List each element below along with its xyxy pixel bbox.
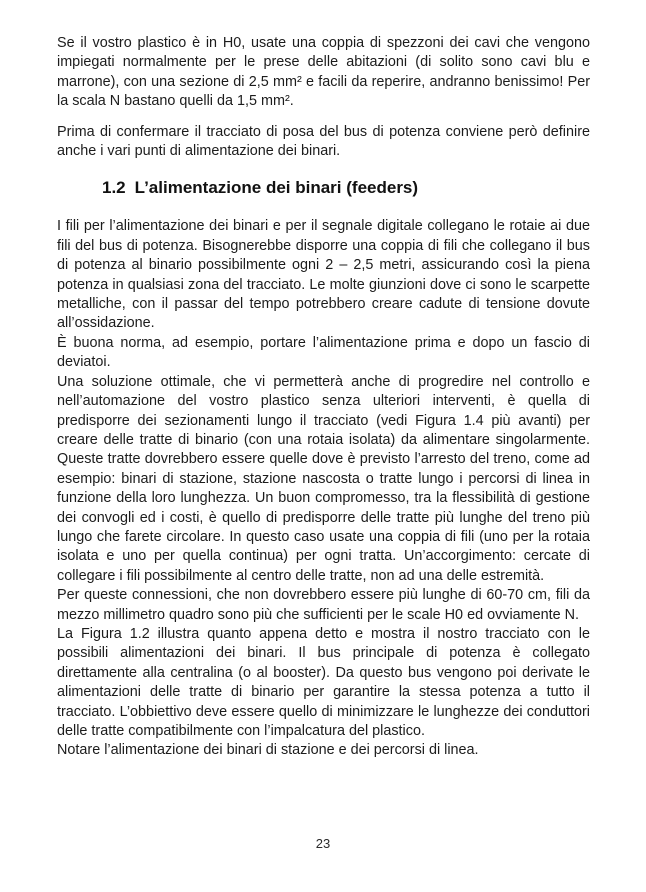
section-number: 1.2 xyxy=(102,178,126,198)
page-number: 23 xyxy=(315,836,331,851)
intro-paragraph-1: Se il vostro plastico è in H0, usate una coppia di spezzoni dei cavi che vengono impiegati normalmente per le prese delle abitazioni (di solito sono cavi blu e marrone), con una sezione di 2,5 mm² e facili da reperire, andranno benissimo! Per la scala N bastano quelli da 1,5 mm². xyxy=(57,35,590,110)
body-paragraph-notare: Notare l’alimentazione dei binari di stazione e dei percorsi di linea. xyxy=(57,742,479,759)
page-footer xyxy=(0,836,646,852)
body-paragraph-figura-12: La Figura 1.2 illustra quanto appena detto e mostra il nostro tracciato con le possibili alimentazioni dei binari. Il bus principale di potenza è collegato direttamente alla centralina (o al booster). Da questo bus vengono poi derivate le alimentazioni delle tratte di binario per garantire la stessa potenza a tutto il tracciato. L’obbiettivo deve essere quello di minimizzare le lunghezze dei conduttori delle tratte compatibilmente con l’impalcatura del plastico. xyxy=(57,625,590,739)
section-title: L’alimentazione dei binari (feeders) xyxy=(134,178,419,198)
body-paragraph-feeders-intro: I fili per l’alimentazione dei binari e per il segnale digitale collegano le rotaie ai due fili del bus di potenza. Bisognerebbe disporre una coppia di fili che collegano il bus di potenza al binario possibilmente ogni 2 – 2,5 metri, assicurando così la piena potenza in qualsiasi zona del tracciato. Le molte giunzioni dove ci sono le scarpette metalliche, con il passar del tempo potrebbero creare cadute di tensione dovute all’ossidazione. xyxy=(57,218,590,332)
body-paragraph-connessioni: Per queste connessioni, che non dovrebbero essere più lunghe di 60-70 cm, fili da mezzo millimetro quadro sono più che sufficienti per le scale H0 ed ovviamente N. xyxy=(57,587,590,623)
section-heading xyxy=(57,177,590,199)
body-paragraph-soluzione-ottimale: Una soluzione ottimale, che vi permetterà anche di progredire nel controllo e nell’automazione del vostro plastico senza ulteriori interventi, è quella di predisporre dei sezionamenti lungo il tracciato (vedi Figura 1.4 più avanti) per creare delle tratte di binario (con una rotaia isolata) da alimentare singolarmente. Queste tratte dovrebbero essere quelle dove è previsto l’arresto del treno, come ad esempio: binari di stazione, stazione nascosta o tratte lungo i percorsi di linea in funzione della loro lunghezza. Un buon compromesso, tra la flessibilità di gestione dei convogli ed i costi, è quello di predisporre delle tratte più lunghe del treno più lungo che farete circolare. In questo caso usate una coppia di fili (uno per la rotaia isolata e uno per quella continua) per ogni tratta. Un’accorgimento: cercate di collegare i fili possibilmente al centro delle tratte, non ad una delle estremità. xyxy=(57,373,590,584)
intro-paragraph-2: Prima di confermare il tracciato di posa del bus di potenza conviene però definire anche i vari punti di alimentazione dei binari. xyxy=(57,123,590,160)
body-paragraph-buona-norma: È buona norma, ad esempio, portare l’alimentazione prima e dopo un fascio di deviatoi. xyxy=(57,334,590,371)
